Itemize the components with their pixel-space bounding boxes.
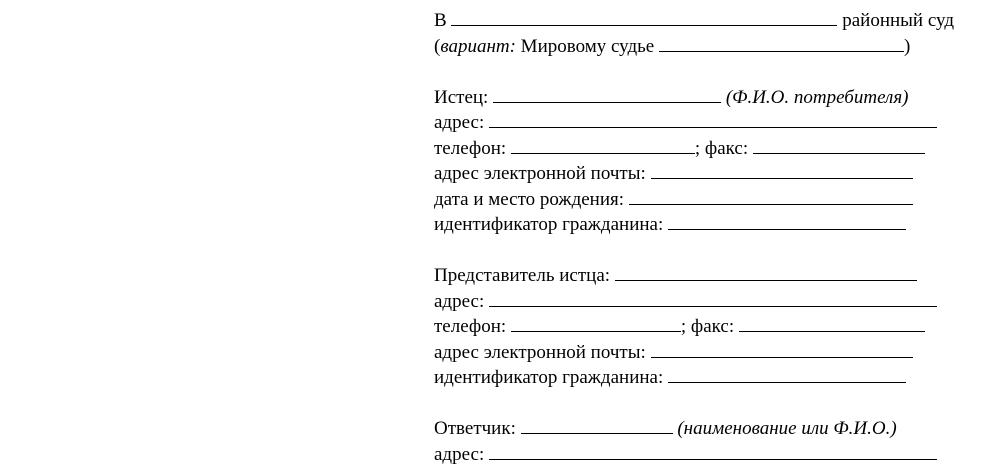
plaintiff-hint: (Ф.И.О. потребителя) bbox=[726, 85, 909, 111]
variant-label: вариант: bbox=[440, 34, 516, 60]
representative-line bbox=[434, 263, 954, 289]
plaintiff-id-label: идентификатор гражданина: bbox=[434, 212, 663, 238]
representative-address-line bbox=[434, 289, 954, 315]
defendant-name-blank[interactable] bbox=[521, 416, 673, 434]
plaintiff-email-blank[interactable] bbox=[651, 161, 913, 179]
defendant-hint: (наименование или Ф.И.О.) bbox=[677, 416, 896, 442]
representative-phone-line bbox=[434, 314, 954, 340]
variant-text: Мировому судье bbox=[521, 34, 655, 60]
representative-fax-label: ; факс: bbox=[681, 314, 734, 340]
plaintiff-id-blank[interactable] bbox=[668, 212, 906, 230]
plaintiff-birth-blank[interactable] bbox=[629, 187, 913, 205]
representative-email-blank[interactable] bbox=[651, 340, 913, 358]
claim-header bbox=[434, 8, 954, 467]
plaintiff-id-line bbox=[434, 212, 954, 238]
plaintiff-name-blank[interactable] bbox=[493, 85, 721, 103]
plaintiff-fax-blank[interactable] bbox=[753, 136, 925, 154]
court-suffix: районный суд bbox=[842, 8, 954, 34]
court-line bbox=[434, 8, 954, 34]
representative-phone-blank[interactable] bbox=[511, 314, 681, 332]
representative-fax-blank[interactable] bbox=[739, 314, 925, 332]
representative-email-label: адрес электронной почты: bbox=[434, 340, 646, 366]
plaintiff-email-line bbox=[434, 161, 954, 187]
judge-blank[interactable] bbox=[659, 34, 904, 52]
plaintiff-line bbox=[434, 85, 954, 111]
representative-id-blank[interactable] bbox=[668, 365, 906, 383]
representative-address-label: адрес: bbox=[434, 289, 484, 315]
defendant-label: Ответчик: bbox=[434, 416, 516, 442]
court-prefix: В bbox=[434, 8, 447, 34]
court-variant-line: ( вариант: Мировому судье ) bbox=[434, 34, 954, 60]
representative-address-blank[interactable] bbox=[489, 289, 937, 307]
plaintiff-address-line bbox=[434, 110, 954, 136]
defendant-line bbox=[434, 416, 954, 442]
defendant-address-line bbox=[434, 442, 954, 467]
representative-email-line bbox=[434, 340, 954, 366]
plaintiff-address-label: адрес: bbox=[434, 110, 484, 136]
plaintiff-label: Истец: bbox=[434, 85, 488, 111]
plaintiff-email-label: адрес электронной почты: bbox=[434, 161, 646, 187]
plaintiff-phone-line bbox=[434, 136, 954, 162]
plaintiff-birth-line bbox=[434, 187, 954, 213]
plaintiff-phone-blank[interactable] bbox=[511, 136, 695, 154]
representative-label: Представитель истца: bbox=[434, 263, 610, 289]
plaintiff-birth-label: дата и место рождения: bbox=[434, 187, 624, 213]
representative-id-label: идентификатор гражданина: bbox=[434, 365, 663, 391]
representative-phone-label: телефон: bbox=[434, 314, 506, 340]
representative-id-line bbox=[434, 365, 954, 391]
plaintiff-fax-label: ; факс: bbox=[695, 136, 748, 162]
defendant-address-blank[interactable] bbox=[489, 442, 937, 460]
representative-name-blank[interactable] bbox=[615, 263, 917, 281]
defendant-address-label: адрес: bbox=[434, 442, 484, 467]
court-name-blank[interactable] bbox=[451, 8, 837, 26]
plaintiff-address-blank[interactable] bbox=[489, 110, 937, 128]
plaintiff-phone-label: телефон: bbox=[434, 136, 506, 162]
